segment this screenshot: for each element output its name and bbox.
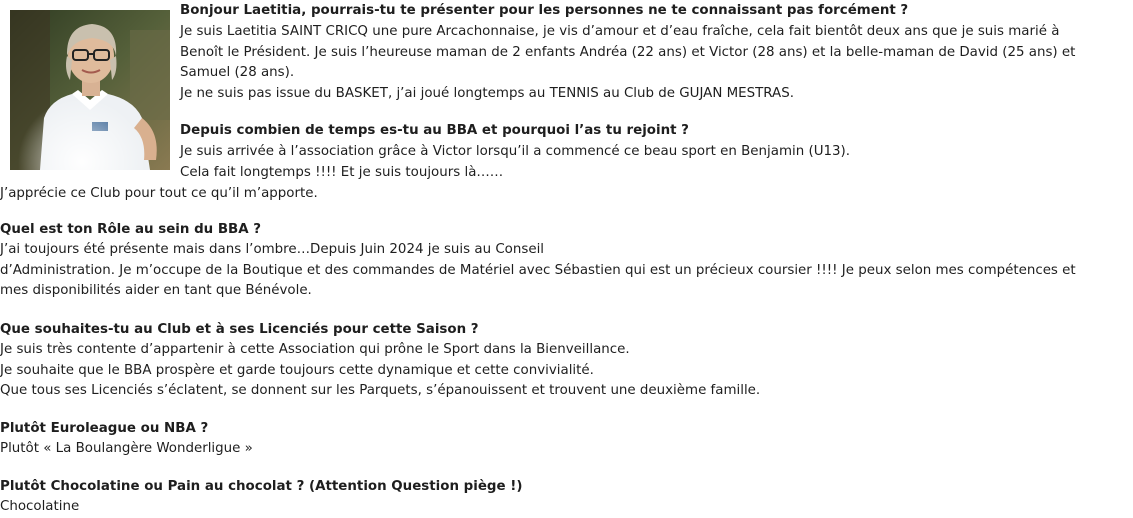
question-membership: Depuis combien de temps es-tu au BBA et pourquoi l’as tu rejoint ?	[180, 123, 689, 138]
question-wishes: Que souhaites-tu au Club et à ses Licenciés pour cette Saison ?	[0, 322, 479, 337]
answer-line: Que tous ses Licenciés s’éclatent, se donnent sur les Parquets, s’épanouissent et trouvent une deuxième famille.	[0, 383, 761, 398]
answer-line: mes disponibilités aider en tant que Bénévole.	[0, 283, 312, 298]
answer-line: Je ne suis pas issue du BASKET, j’ai joué longtemps au TENNIS au Club de GUJAN MESTRAS.	[180, 85, 794, 101]
answer-wishes	[0, 340, 1128, 402]
answer-line: Je souhaite que le BBA prospère et garde toujours cette dynamique et cette convivialité.	[0, 362, 594, 378]
portrait-image	[10, 10, 170, 170]
answer-euroleague: Plutôt « La Boulangère Wonderligue »	[0, 441, 253, 456]
question-euroleague: Plutôt Euroleague ou NBA ?	[0, 421, 209, 436]
answer-role	[0, 240, 1128, 302]
answer-line: Je suis Laetitia SAINT CRICQ une pure Arcachonnaise, je vis d’amour et d’eau fraîche, cela fait bientôt deux ans que je suis marié à	[180, 24, 1060, 39]
answer-line: J’ai toujours été présente mais dans l’ombre…Depuis Juin 2024 je suis au Conseil	[0, 242, 545, 257]
role-section	[0, 220, 1128, 302]
membership-closing	[0, 184, 1128, 205]
answer-line: Je suis arrivée à l’association grâce à Victor lorsqu’il a commencé ce beau sport en Benjamin (U13).	[180, 144, 851, 159]
portrait-photo	[10, 10, 170, 170]
answer-membership	[180, 142, 850, 183]
question-presentation: Bonjour Laetitia, pourrais-tu te présenter pour les personnes ne te connaissant pas forcément ?	[180, 3, 909, 18]
answer-line: Cela fait longtemps !!!! Et je suis toujours là……	[180, 164, 504, 180]
euroleague-section	[0, 419, 1128, 460]
answer-line: Benoît le Président. Je suis l’heureuse maman de 2 enfants Andréa (22 ans) et Victor (28 ans) et la belle-maman de David (25 ans) et	[180, 44, 1076, 60]
answer-line: d’Administration. Je m’occupe de la Boutique et des commandes de Matériel avec Sébastien qui est un précieux coursier !!!! Je peux selon mes compétences et	[0, 262, 1076, 278]
question-chocolatine: Plutôt Chocolatine ou Pain au chocolat ? (Attention Question piège !)	[0, 479, 523, 494]
answer-line: Samuel (28 ans).	[180, 65, 295, 80]
chocolatine-section	[0, 477, 1128, 518]
answer-chocolatine: Chocolatine	[0, 499, 80, 514]
answer-presentation	[180, 22, 1075, 104]
wishes-section	[0, 320, 1128, 402]
question-role: Quel est ton Rôle au sein du BBA ?	[0, 222, 262, 237]
answer-line: Je suis très contente d’appartenir à cette Association qui prône le Sport dans la Bienveillance.	[0, 342, 630, 357]
answer-line: J’apprécie ce Club pour tout ce qu’il m’apporte.	[0, 186, 318, 201]
